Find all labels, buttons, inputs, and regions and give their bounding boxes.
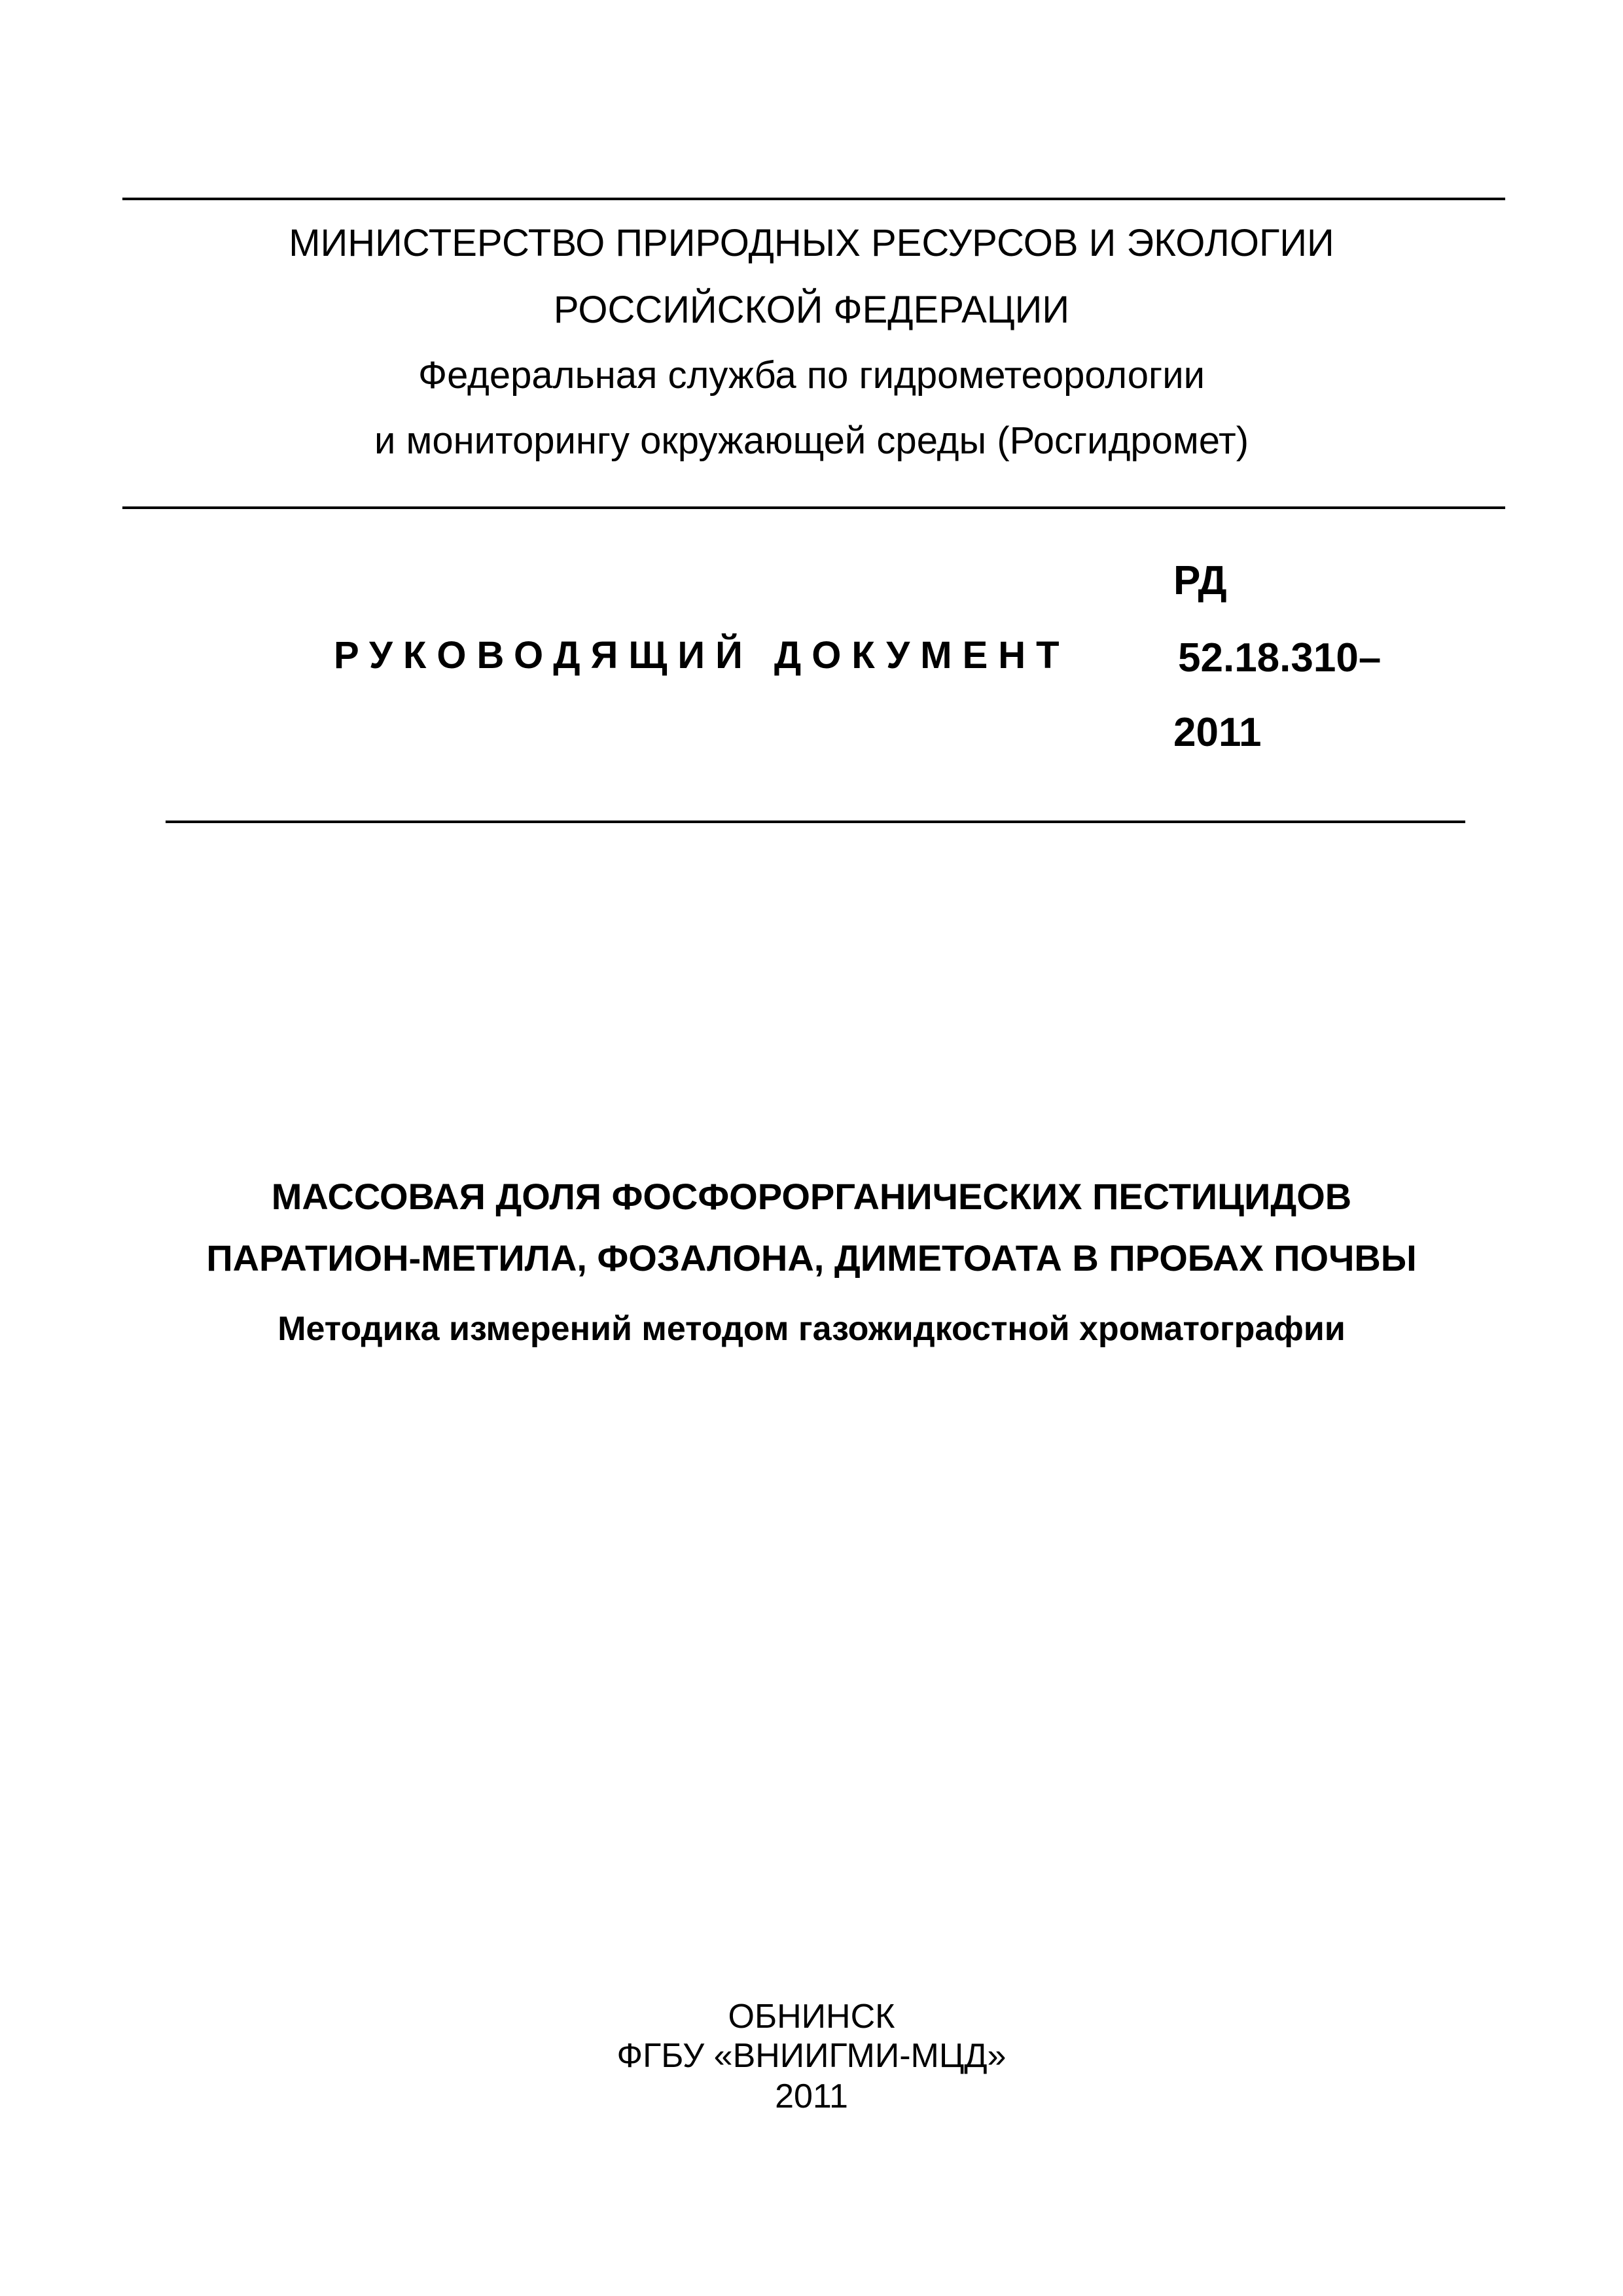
ministry-name-line2: РОССИЙСКОЙ ФЕДЕРАЦИИ [553, 289, 1070, 331]
document-code-number: 52.18.310– [1178, 635, 1382, 680]
header-divider [122, 506, 1505, 509]
service-name-line1: Федеральная служба по гидрометеорологии [418, 354, 1205, 397]
document-type: РУКОВОДЯЩИЙ ДОКУМЕНТ [334, 634, 1070, 677]
ministry-name-line1: МИНИСТЕРСТВО ПРИРОДНЫХ РЕСУРСОВ И ЭКОЛОГИИ [289, 222, 1334, 264]
document-code-year: 2011 [1173, 710, 1262, 755]
footer-year: 2011 [775, 2077, 848, 2115]
document-title-line1: МАССОВАЯ ДОЛЯ ФОСФОРОРГАНИЧЕСКИХ ПЕСТИЦИДОВ [271, 1176, 1352, 1217]
document-code-prefix: РД [1173, 558, 1227, 603]
footer-city: ОБНИНСК [728, 1998, 895, 2036]
top-divider [122, 198, 1505, 200]
document-title-line2: ПАРАТИОН-МЕТИЛА, ФОЗАЛОНА, ДИМЕТОАТА В ПРОБАХ ПОЧВЫ [206, 1237, 1417, 1279]
service-name-line2: и мониторингу окружающей среды (Росгидромет) [374, 419, 1249, 462]
document-subtitle: Методика измерений методом газожидкостной хроматографии [277, 1310, 1346, 1348]
code-divider [166, 821, 1465, 823]
footer-publisher: ФГБУ «ВНИИГМИ-МЦД» [616, 2037, 1007, 2075]
